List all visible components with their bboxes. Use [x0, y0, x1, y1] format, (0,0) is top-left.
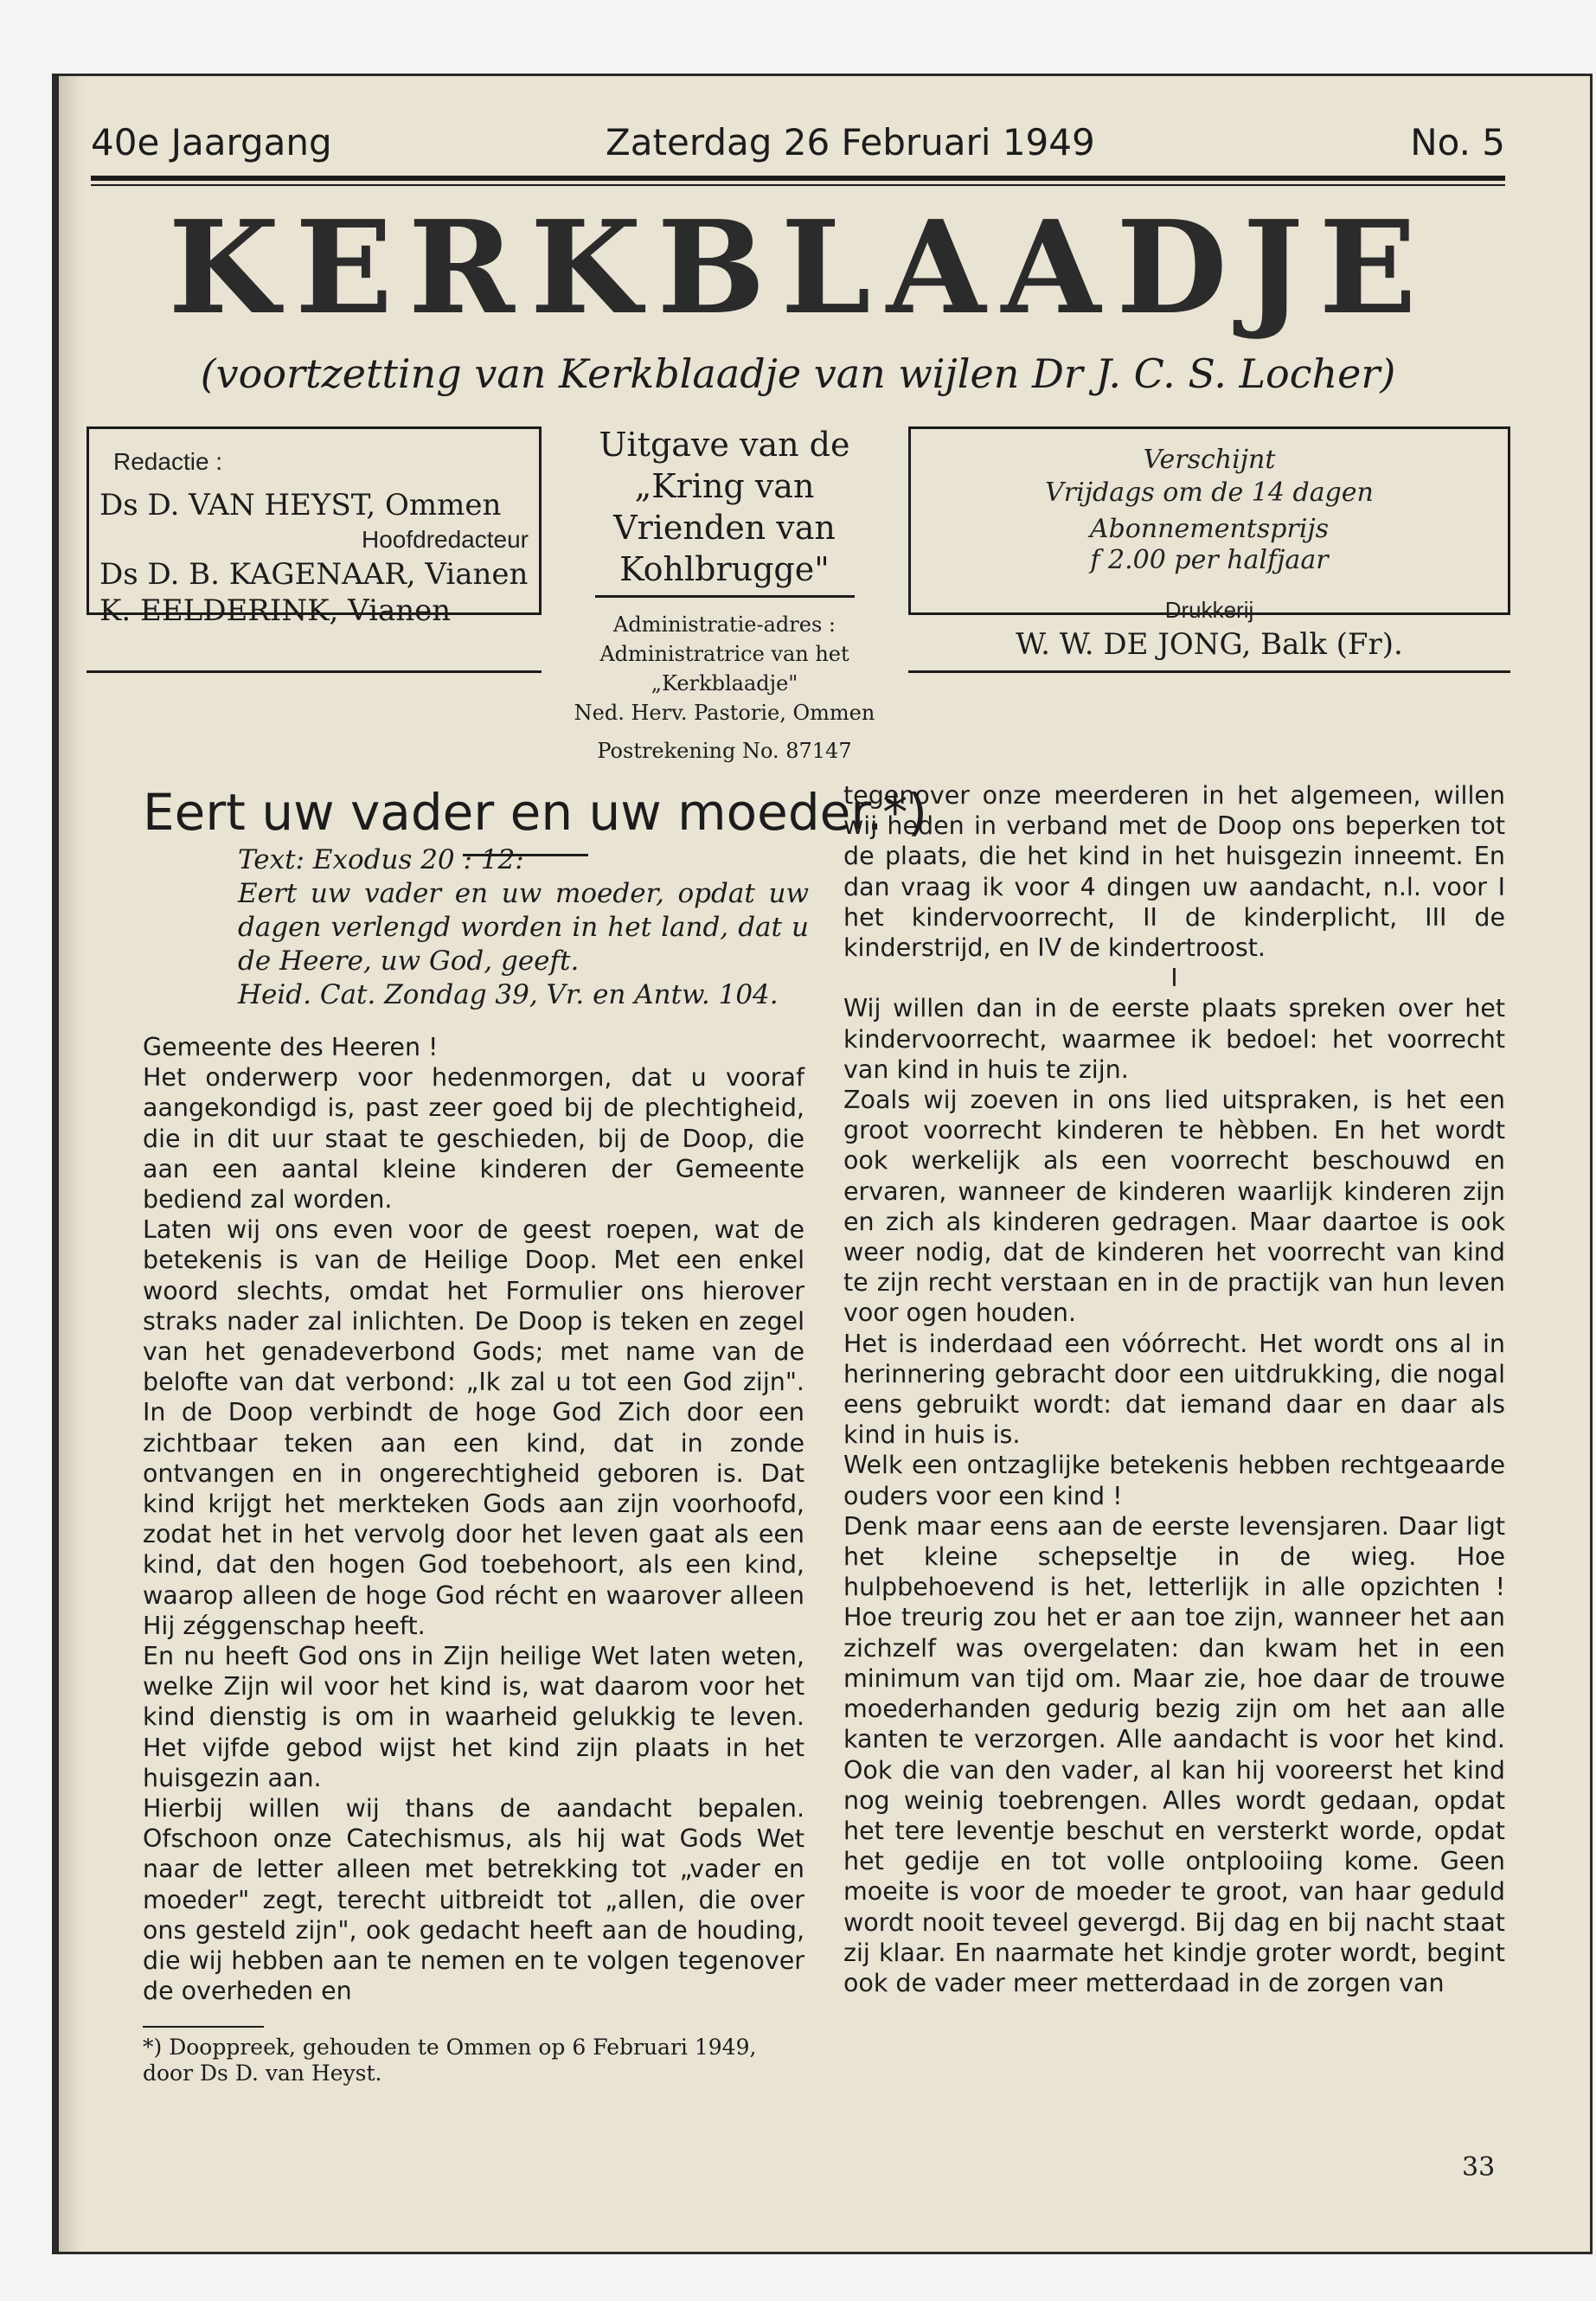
admin-line-2: Ned. Herv. Pastorie, Ommen: [574, 701, 875, 725]
appears-label: Verschijnt: [1143, 445, 1276, 475]
article-column-right: [843, 780, 1505, 1998]
article-title: Eert uw vader en uw moeder.*): [143, 783, 927, 842]
issue-date: Zaterdag 26 Februari 1949: [606, 121, 1095, 163]
info-box: [908, 426, 1510, 615]
info-box-bottom-rule: [908, 670, 1510, 673]
paragraph: En nu heeft God ons in Zijn heilige Wet laten weten, welke Zijn wil voor het kind is, wat daarom voor het kind dienstig is om in waarheid gelukkig te leven. Het vijfde gebod wijst het kind zijn plaats in het huisgezin aan.: [143, 1642, 804, 1792]
catechism-reference: Heid. Cat. Zondag 39, Vr. en Antw. 104.: [238, 979, 779, 1010]
section-numeral: I: [1170, 964, 1178, 993]
paragraph: Gemeente des Heeren !: [143, 1033, 439, 1061]
volume-label: 40e Jaargang: [91, 121, 332, 163]
editor-3: K. EELDERINK, Vianen: [99, 593, 452, 628]
publisher-block: [554, 424, 895, 766]
subscription-price: f 2.00 per halfjaar: [1090, 545, 1329, 575]
paragraph: Wij willen dan in de eerste plaats spreken over het kindervoorrecht, waarmee ik bedoel: het voorrecht van kind in huis te zijn.: [843, 994, 1505, 1084]
admin-line-1: Administratrice van het „Kerkblaadje": [599, 642, 849, 695]
admin-label: Administratie-adres :: [612, 612, 836, 637]
paragraph: Welk een ontzaglijke betekenis hebben rechtgeaarde ouders voor een kind !: [843, 1451, 1505, 1510]
paragraph: Zoals wij zoeven in ons lied uitspraken, is het een groot voorrecht kinderen te hèbben. En het wordt ook werkelijk als een voorrecht beschouwd en ervaren, wanneer de kinderen waarlijk kinderen zijn en zich als kinderen gedragen. Maar daartoe is ook weer nodig, dat de kinderen het voorrecht van kind te zijn recht verstaan en in de practijk van hun leven voor ogen houden.: [843, 1086, 1505, 1328]
footnote: *) Dooppreek, gehouden te Ommen op 6 Februari 1949, door Ds D. van Heyst.: [143, 2035, 757, 2086]
issue-number: No. 5: [1410, 121, 1505, 163]
header-rule-thin: [91, 184, 1505, 186]
article-column-left: [143, 1032, 804, 2007]
publisher-divider: [595, 595, 855, 598]
appears-schedule: Vrijdags om de 14 dagen: [1045, 478, 1374, 508]
editor-2: Ds D. B. KAGENAAR, Vianen: [99, 557, 529, 592]
printer-name: W. W. DE JONG, Balk (Fr).: [1016, 627, 1403, 662]
scripture-body: Eert uw vader en uw moeder, opdat uw dagen verlengd worden in het land, dat u de Heere, uw God, geeft.: [238, 878, 809, 977]
scripture-reference: Text: Exodus 20 : 12:: [238, 844, 524, 875]
printer-label: Drukkerij: [1164, 597, 1254, 623]
subscription-label: Abonnementsprijs: [1089, 514, 1330, 544]
header-rule-thick: [91, 176, 1505, 181]
redactie-box: [87, 426, 542, 628]
page-spine-shadow: [59, 76, 83, 2252]
paragraph: Laten wij ons even voor de geest roepen, wat de betekenis is van de Heilige Doop. Met een enkel woord slechts, omdat het Formulier ons hierover straks nader zal inlichten. De Doop is teken en zegel van het genadeverbond Gods; met name van de belofte van dat verbond: „Ik zal u tot een God zijn". In de Doop verbindt de hoge God Zich door een zichtbaar teken aan een kind, dat in zonde ontvangen en in ongerechtigheid geboren is. Dat kind krijgt het merkteken Gods aan zijn voorhoofd, zodat het in het vervolg door het leven gaat als een kind, dat den hogen God toebehoort, als een kind, waarop alleen de hoge God récht en waarover alleen Hij zéggenschap heeft.: [143, 1215, 804, 1640]
paragraph: tegenover onze meerderen in het algemeen, willen wij heden in verband met de Doop ons beperken tot de plaats, die het kind in het huisgezin inneemt. En dan vraag ik voor 4 dingen uw aandacht, n.l. voor I het kindervoorrecht, II de kinderplicht, III de kinderstrijd, en IV de kindertroost.: [843, 781, 1505, 963]
masthead-title: KERKBLAADJE: [168, 192, 1433, 343]
redactie-box-bottom-rule: [87, 670, 542, 673]
publisher-line-2: Vrienden van Kohlbrugge": [613, 509, 836, 588]
footnote-rule: [143, 2026, 264, 2028]
publisher-line-1: Uitgave van de „Kring van: [599, 426, 850, 505]
page-number: 33: [1462, 2152, 1496, 2182]
editor-1-role: Hoofdredacteur: [361, 526, 529, 553]
editor-1: Ds D. VAN HEYST, Ommen: [99, 488, 502, 522]
scripture-text: [238, 843, 809, 1012]
paragraph: Denk maar eens aan de eerste levensjaren. Daar ligt het kleine schepseltje in de wieg. Hoe hulpbehoevend is het, letterlijk in alle opzichten ! Hoe treurig zou het er aan toe zijn, wanneer het aan zichzelf was overgelaten: dan kwam het in een minimum van tijd om. Maar zie, hoe daar de trouwe moederhanden gedurig bezig zijn om het aan alle kanten te verzorgen. Alle aandacht is voor het kind. Ook die van den vader, al kan hij vooreerst het kind nog weinig toebrengen. Alles wordt gedaan, opdat het tere leventje beschut en versterkt worde, opdat het gedije en tot volle ontplooiing kome. Geen moeite is voor de moeder te groot, van haar geduld wordt nooit teveel gevergd. Bij dag en bij nacht staat zij klaar. En naarmate het kindje groter wordt, begint ook de vader meer metterdaad in de zorgen van: [843, 1511, 1505, 1997]
paragraph: Hierbij willen wij thans de aandacht bepalen. Ofschoon onze Catechismus, als hij wat Gods Wet naar de letter alleen met betrekking tot „vader en moeder" zegt, terecht uitbreidt tot „allen, die over ons gesteld zijn", ook gedacht heeft aan de houding, die wij hebben aan te nemen en te volgen tegenover de overheden en: [143, 1794, 804, 2006]
masthead-subtitle: (voortzetting van Kerkblaadje van wijlen Dr J. C. S. Locher): [200, 350, 1396, 397]
postal-account: Postrekening No. 87147: [597, 739, 852, 763]
paragraph: Het onderwerp voor hedenmorgen, dat u vooraf aangekondigd is, past zeer goed bij de plechtigheid, die in dit uur staat te geschieden, bij de Doop, die aan een aantal kleine kinderen der Gemeente bediend zal worden.: [143, 1063, 804, 1215]
redactie-label: Redactie :: [113, 448, 223, 475]
paragraph: Het is inderdaad een vóórrecht. Het wordt ons al in herinnering gebracht door een uitdrukking, die nogal eens gebruikt wordt: dat iemand daar en daar als kind in huis is.: [843, 1329, 1505, 1450]
